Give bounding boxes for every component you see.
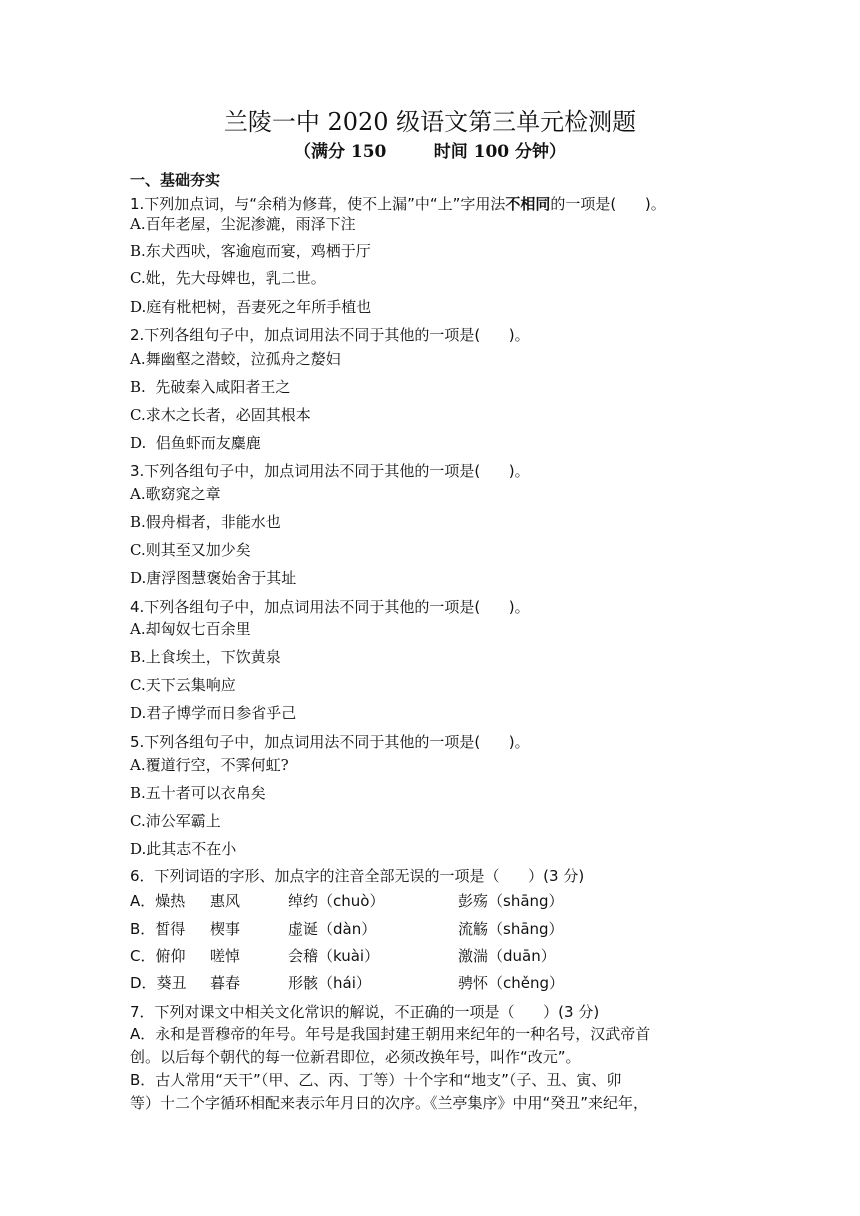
question-4-option-b: B.上食埃土，下饮黄泉 — [130, 648, 281, 666]
question-2-option-c: C.求木之长者，必固其根本 — [130, 406, 311, 424]
emphasis-not-same: 不相同 — [505, 195, 551, 213]
question-4-stem: 4.下列各组句子中，加点词用法不同于其他的一项是( )。 — [130, 598, 530, 616]
question-5-option-d: D.此其志不在小 — [130, 840, 237, 858]
question-3-option-d: D.唐浮图慧褒始舍于其址 — [130, 569, 297, 587]
question-3-option-a: A.歌窈窕之章 — [130, 485, 221, 503]
question-2-option-a: A.舞幽壑之潜蛟，泣孤舟之嫠妇 — [130, 350, 341, 368]
question-7-line-2: 创。以后每个朝代的每一位新君即位，必须改换年号，叫作“改元”。 — [130, 1048, 581, 1066]
question-6-row-d: D．葵丑 暮春 形骸（hái） 骋怀（chěng） — [130, 974, 565, 992]
question-6-row-c: C．俯仰 嗟悼 会稽（kuài） 激湍（duān） — [130, 947, 556, 965]
question-5-option-a: A.覆道行空，不霁何虹? — [130, 756, 289, 774]
question-5-option-b: B.五十者可以衣帛矣 — [130, 784, 266, 802]
exam-subtitle: （满分 150 时间 100 分钟） — [293, 142, 567, 162]
question-1-option-d: D.庭有枇杷树，吾妻死之年所手植也 — [130, 298, 372, 316]
question-6-row-b: B．皙得 楔事 虚诞（dàn） 流觞（shāng） — [130, 920, 564, 938]
question-7-line-1: A．永和是晋穆帝的年号。年号是我国封建王朝用来纪年的一种名号，汉武帝首 — [130, 1025, 651, 1043]
question-6-row-a: A．燥热 惠风 绰约（chuò） 彭殇（shāng） — [130, 892, 564, 910]
question-7-line-4: 等）十二个字循环相配来表示年月日的次序。《兰亭集序》中用“癸丑”来纪年， — [130, 1094, 649, 1112]
question-3-option-c: C.则其至又加少矣 — [130, 541, 251, 559]
question-2-option-b: B. 先破秦入咸阳者王之 — [130, 378, 291, 396]
section-heading: 一、基础夯实 — [130, 171, 221, 189]
question-7-line-3: B．古人常用“天干”（甲、乙、丙、丁等）十个字和“地支”（子、丑、寅、卯 — [130, 1071, 622, 1089]
question-4-option-d: D.君子博学而日参省乎己 — [130, 704, 297, 722]
question-5-stem: 5.下列各组句子中，加点词用法不同于其他的一项是( )。 — [130, 733, 530, 751]
question-4-option-c: C.天下云集响应 — [130, 676, 236, 694]
question-1-option-a: A.百年老屋，尘泥渗漉，雨泽下注 — [130, 215, 356, 233]
question-1-option-c: C.妣，先大母婢也，乳二世。 — [130, 269, 326, 287]
question-2-option-d: D. 侣鱼虾而友麋鹿 — [130, 434, 261, 452]
question-4-option-a: A.却匈奴七百余里 — [130, 620, 251, 638]
question-6-stem: 6．下列词语的字形、加点字的注音全部无误的一项是（ ）(3 分) — [130, 867, 585, 885]
question-7-stem: 7．下列对课文中相关文化常识的解说，不正确的一项是（ ）(3 分) — [130, 1003, 600, 1021]
exam-title: 兰陵一中 2020 级语文第三单元检测题 — [223, 108, 637, 136]
question-5-option-c: C.沛公军霸上 — [130, 812, 221, 830]
question-1-option-b: B.东犬西吠，客逾庖而宴，鸡栖于厅 — [130, 242, 371, 260]
question-1-stem: 1.下列加点词，与“余稍为修葺，使不上漏”中“上”字用法不相同的一项是( )。 — [130, 195, 666, 213]
question-3-stem: 3.下列各组句子中，加点词用法不同于其他的一项是( )。 — [130, 462, 530, 480]
question-2-stem: 2.下列各组句子中，加点词用法不同于其他的一项是( )。 — [130, 326, 530, 344]
question-3-option-b: B.假舟楫者，非能水也 — [130, 513, 281, 531]
